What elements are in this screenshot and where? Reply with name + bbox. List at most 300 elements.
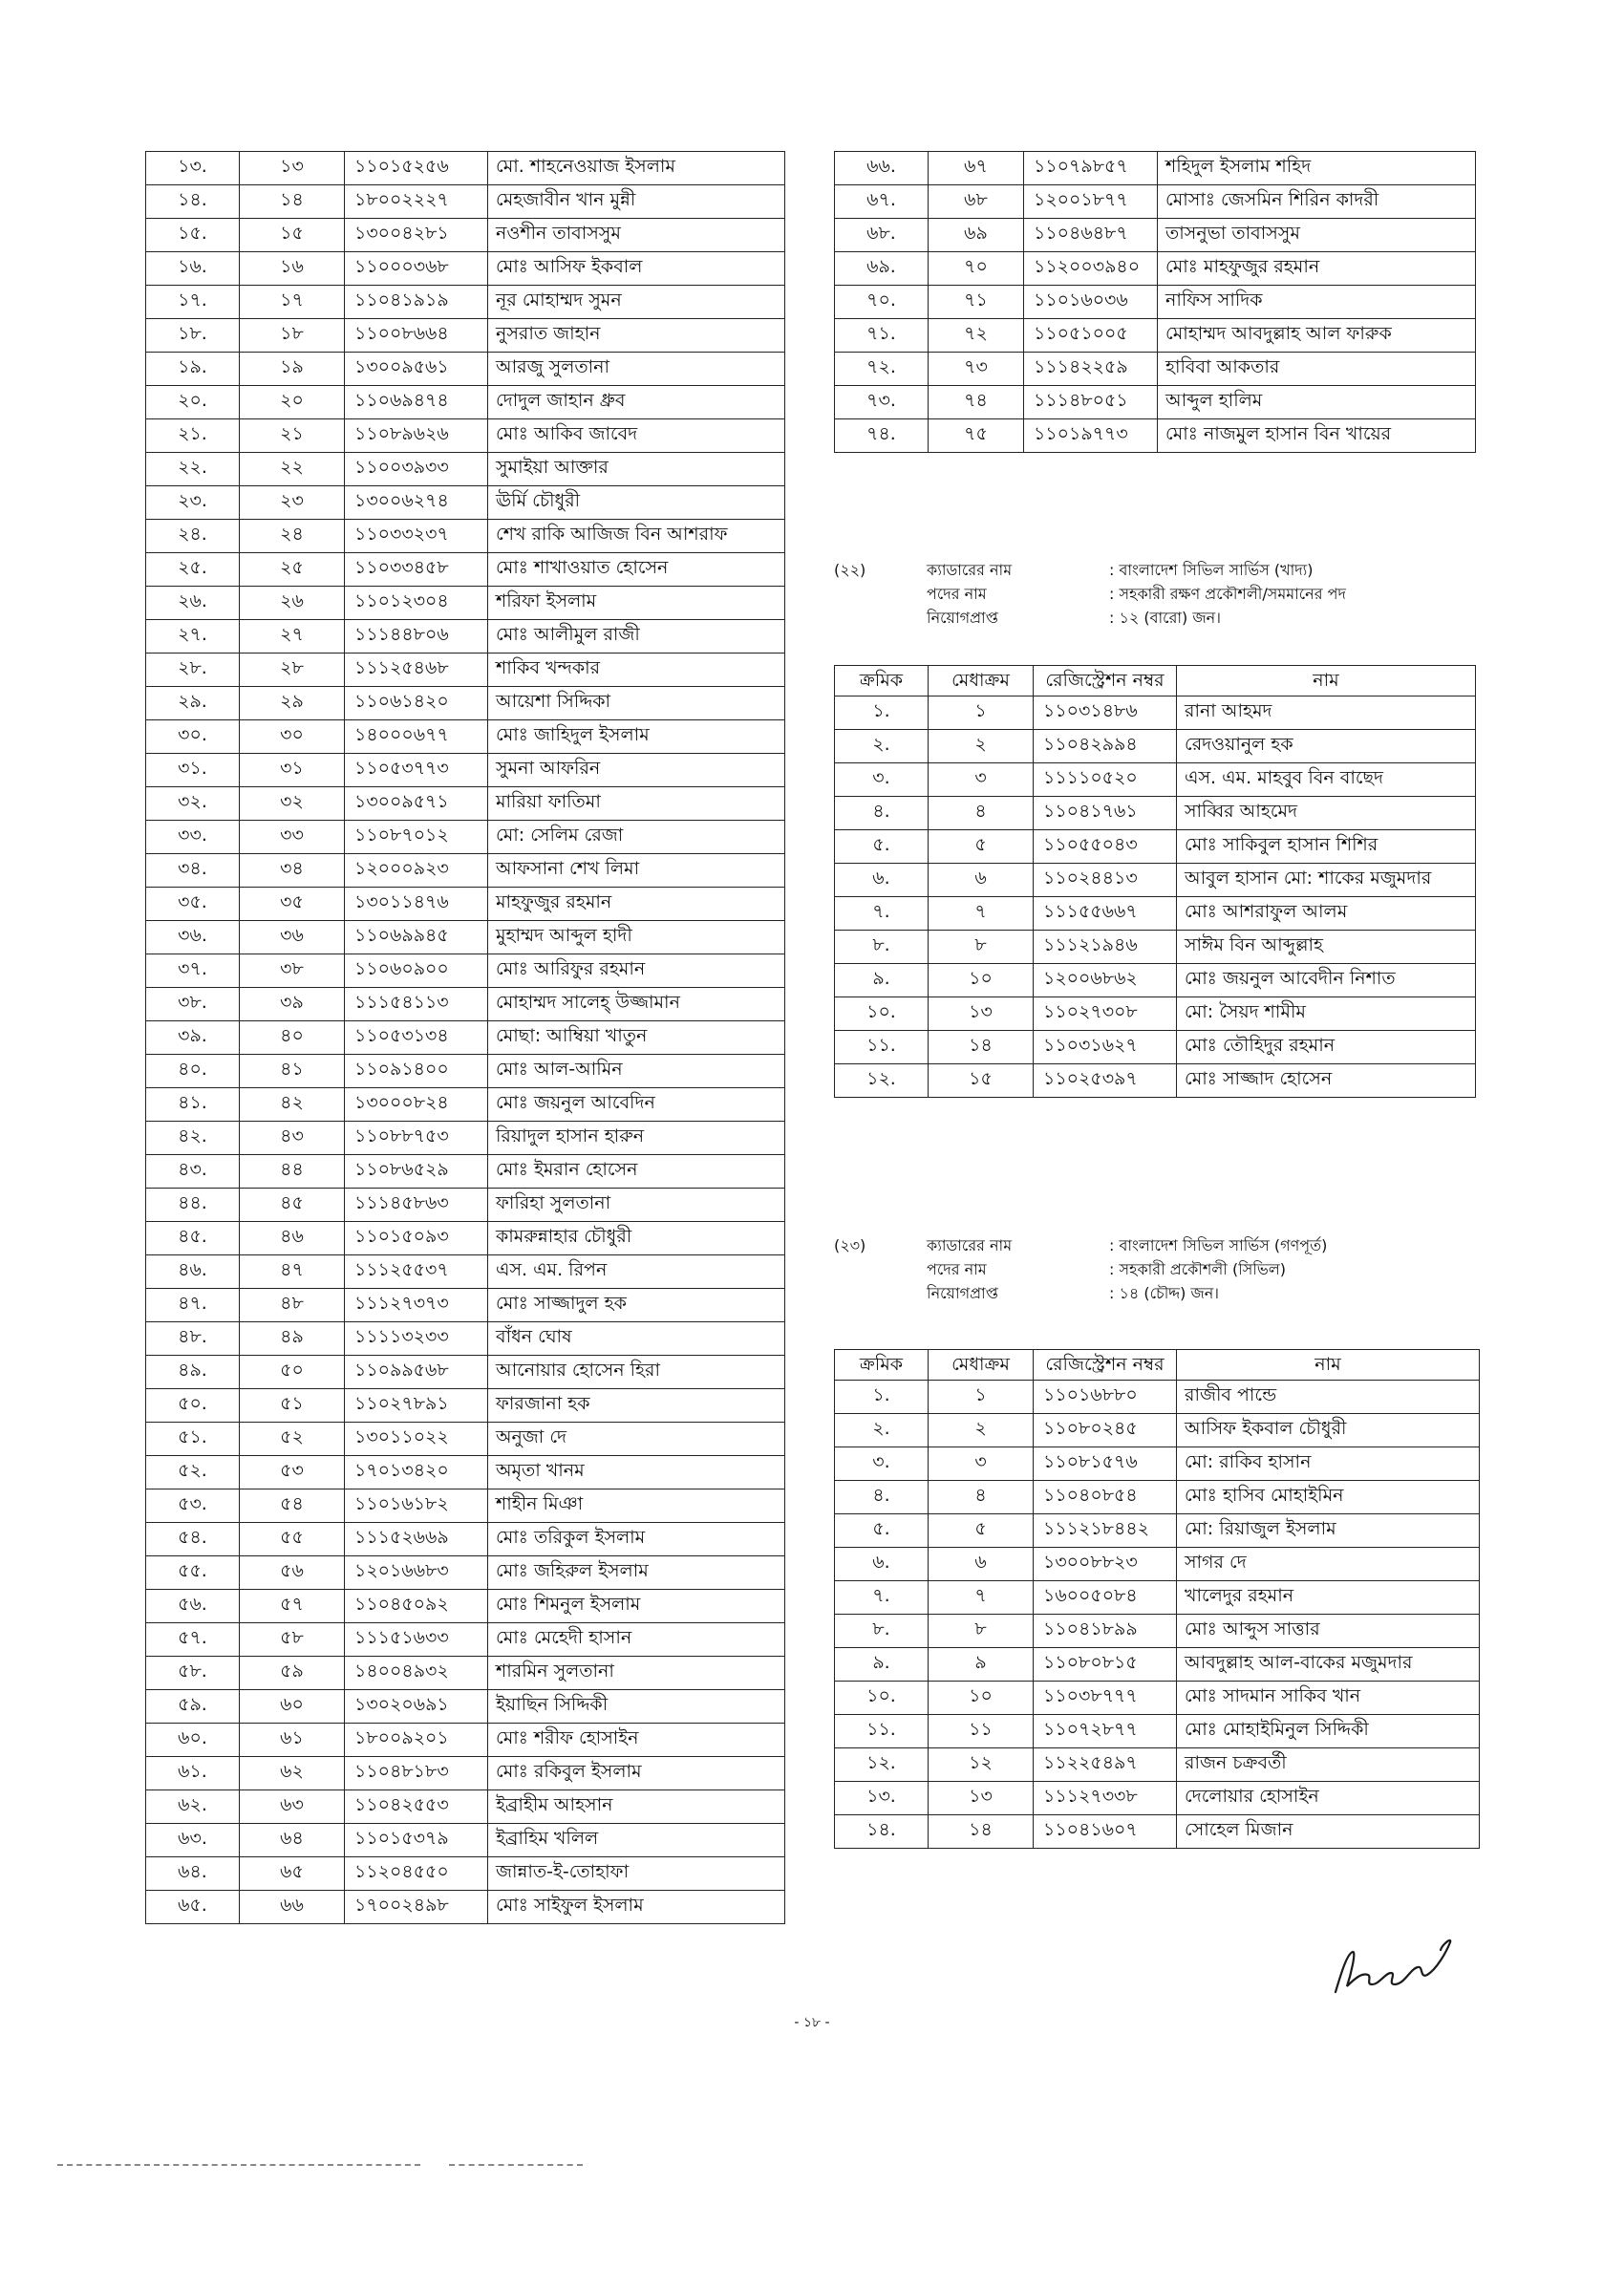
cell-serial: ২৭. [146,620,240,654]
cell-reg: ১১০১৯৭৭৩ [1024,419,1158,453]
cell-merit: ৫৭ [240,1590,345,1623]
table-row [835,930,1476,963]
cell-reg: ১১০৬৯৯৪৫ [345,921,488,954]
cell-serial: ১৭. [146,286,240,319]
cell-name: সাঈম বিন আব্দুল্লাহ [1177,930,1476,963]
cell-serial: ৮. [835,1614,929,1647]
cell-name: দেলোয়ার হোসাইন [1177,1781,1480,1814]
cell-merit: ১২ [929,1747,1034,1781]
signature-icon [1328,1916,1462,2002]
header-serial: ক্রমিক [835,666,929,696]
cell-reg: ১১০৪০৮৫৪ [1034,1480,1177,1513]
cell-name: মোছা: আম্বিয়া খাতুন [488,1021,785,1055]
cell-name: রাজন চক্রবর্তী [1177,1747,1480,1781]
cell-serial: ৩. [835,762,929,796]
cell-name: তাসনুভা তাবাসসুম [1158,219,1476,252]
table-row [146,286,785,319]
cell-serial: ৩১. [146,754,240,787]
table-row [146,1189,785,1222]
table-row [146,353,785,386]
cell-reg: ১১১৫১৬৩৩ [345,1623,488,1657]
cell-name: জান্নাত-ই-তোহাফা [488,1857,785,1891]
table-row [835,1647,1480,1681]
cell-reg: ১১০১৬৮৮০ [1034,1380,1177,1413]
cell-merit: ১৫ [929,1063,1034,1097]
table-row [146,1590,785,1623]
cell-serial: ১০. [835,996,929,1030]
cell-serial: ১৪. [146,185,240,219]
table-row [146,553,785,587]
cell-serial: ৫৫. [146,1556,240,1590]
cell-serial: ৭৪. [835,419,929,453]
header-merit: মেধাক্রম [929,666,1034,696]
header-name: নাম [1177,1350,1480,1381]
cell-serial: ৪১. [146,1088,240,1122]
cell-name: সাব্বির আহমেদ [1177,796,1476,829]
cell-reg: ১৩০১১০২২ [345,1423,488,1456]
cell-name: সাগর দে [1177,1547,1480,1580]
header-merit: মেধাক্রম [929,1350,1034,1381]
table-row [146,1556,785,1590]
cell-reg: ১৩০০৯৫৭১ [345,787,488,821]
cell-serial: ২৮. [146,654,240,687]
cell-serial: ১. [835,1380,929,1413]
table-row [146,419,785,453]
cell-merit: ২ [929,1413,1034,1447]
cell-merit: ৩ [929,762,1034,796]
cell-merit: ৪৫ [240,1189,345,1222]
table-row [146,1356,785,1389]
cell-serial: ৬২. [146,1790,240,1824]
cell-name: দোদুল জাহান ধ্রুব [488,386,785,419]
cell-serial: ২৯. [146,687,240,720]
cell-reg: ১১০৪২৫৫৩ [345,1790,488,1824]
cell-name: মোঃ মোহাইমিনুল সিদ্দিকী [1177,1714,1480,1747]
table-row [835,796,1476,829]
cell-reg: ১১০৮৭০১২ [345,821,488,854]
cell-serial: ১. [835,696,929,729]
table-row [146,386,785,419]
cell-serial: ৫১. [146,1423,240,1456]
table-row [835,696,1476,729]
cell-name: খালেদুর রহমান [1177,1580,1480,1614]
cell-merit: ৩৩ [240,821,345,854]
cell-reg: ১১০৩৮৭৭৭ [1034,1681,1177,1714]
cell-name: মোঃ শরীফ হোসাইন [488,1724,785,1757]
cell-name: মোঃ শিমনুল ইসলাম [488,1590,785,1623]
cell-serial: ৫০. [146,1389,240,1423]
cell-name: আনোয়ার হোসেন হিরা [488,1356,785,1389]
cell-reg: ১১০৪১৯১৯ [345,286,488,319]
cell-name: আব্দুল হালিম [1158,386,1476,419]
cell-reg: ১১১৫২৬৬৯ [345,1523,488,1556]
cell-name: মোঃ আলীমুল রাজী [488,620,785,654]
cell-merit: ৪৩ [240,1122,345,1155]
table-row [146,687,785,720]
cell-reg: ১১০৭২৮৭৭ [1034,1714,1177,1747]
cell-serial: ৫. [835,1513,929,1547]
cell-serial: ৫. [835,829,929,863]
cell-name: শাহীন মিঞা [488,1489,785,1523]
post-value: : সহকারী প্রকৌশলী (সিভিল) [1109,1260,1286,1278]
cell-reg: ১১০১৬১৮২ [345,1489,488,1523]
cell-serial: ৪৬. [146,1255,240,1289]
cell-name: মোঃ তৌহিদুর রহমান [1177,1030,1476,1063]
cell-merit: ৩৬ [240,921,345,954]
cell-name: ইব্রাহীম আহসান [488,1790,785,1824]
cell-reg: ১১১২৫৪৬৮ [345,654,488,687]
table-row [146,1055,785,1088]
cell-serial: ৯. [835,963,929,996]
table-row [835,762,1476,796]
cell-reg: ১৬০০৫০৮৪ [1034,1580,1177,1614]
cell-serial: ৪৮. [146,1322,240,1356]
cell-merit: ৫৬ [240,1556,345,1590]
cell-name: মোঃ জাহিদুল ইসলাম [488,720,785,754]
cell-reg: ১১০১৫২৫৬ [345,152,488,185]
header-reg: রেজিস্ট্রেশন নম্বর [1034,1350,1177,1381]
cell-name: মুহাম্মদ আব্দুল হাদী [488,921,785,954]
cell-name: মোঃ নাজমুল হাসান বিন খায়ের [1158,419,1476,453]
table-row [835,1063,1476,1097]
table-row [146,1489,785,1523]
table-row [146,921,785,954]
table-row [146,1523,785,1556]
cell-reg: ১১০৪৮১৮৩ [345,1757,488,1790]
cell-merit: ৮ [929,930,1034,963]
cell-reg: ১১১২১৮৪৪২ [1034,1513,1177,1547]
cell-merit: ৩৮ [240,954,345,988]
cell-merit: ৭ [929,896,1034,930]
table-row [835,353,1476,386]
table-row [146,1891,785,1924]
cell-reg: ১১০৪৬৪৮৭ [1024,219,1158,252]
cell-reg: ১৩০০৮৮২৩ [1034,1547,1177,1580]
table-row [146,954,785,988]
table-row [146,1255,785,1289]
table-row [146,1289,785,1322]
table-row [146,252,785,286]
cell-name: মো: সেলিম রেজা [488,821,785,854]
cell-merit: ২২ [240,453,345,486]
cell-name: নুসরাত জাহান [488,319,785,353]
cell-name: অনুজা দে [488,1423,785,1456]
table-row [835,185,1476,219]
cell-serial: ৩৭. [146,954,240,988]
cell-merit: ১৯ [240,353,345,386]
cell-merit: ৬৯ [929,219,1024,252]
table-row [146,1456,785,1489]
cell-serial: ৬৩. [146,1824,240,1857]
table-row [835,1480,1480,1513]
cell-name: ইয়াছিন সিদ্দিকী [488,1690,785,1724]
cell-name: মোঃ শাখাওয়াত হোসেন [488,553,785,587]
cell-name: ইব্রাহিম খলিল [488,1824,785,1857]
cell-serial: ৩৩. [146,821,240,854]
cell-reg: ১১০৪১৬০৭ [1034,1814,1177,1848]
cell-merit: ৩ [929,1447,1034,1480]
cell-name: মোঃ আসিফ ইকবাল [488,252,785,286]
cadre-value: : বাংলাদেশ সিভিল সার্ভিস (গণপূর্ত) [1109,1236,1328,1254]
cell-merit: ৬২ [240,1757,345,1790]
table-row [146,787,785,821]
cell-serial: ৬৫. [146,1891,240,1924]
cell-serial: ৫৭. [146,1623,240,1657]
cell-reg: ১১০৬০৯০০ [345,954,488,988]
cell-merit: ৪ [929,796,1034,829]
cell-name: আয়েশা সিদ্দিকা [488,687,785,720]
left-merit-table [145,151,785,1924]
cell-serial: ৫৯. [146,1690,240,1724]
cell-name: মোঃ জয়নুল আবেদীন নিশাত [1177,963,1476,996]
cell-serial: ১৮. [146,319,240,353]
cell-reg: ১১২২৫৪৯৭ [1034,1747,1177,1781]
cell-reg: ১১১১০৫২০ [1034,762,1177,796]
cell-merit: ৫৩ [240,1456,345,1489]
cell-serial: ৬. [835,1547,929,1580]
cell-merit: ১৩ [929,996,1034,1030]
cadre-label: ক্যাডারের নাম [927,561,1013,579]
table-row [835,1030,1476,1063]
cell-name: রানা আহমদ [1177,696,1476,729]
cell-name: মোহাম্মদ আবদুল্লাহ আল ফারুক [1158,319,1476,353]
cell-serial: ৪২. [146,1122,240,1155]
table-row [835,1547,1480,1580]
cell-reg: ১২০০৬৮৬২ [1034,963,1177,996]
cell-merit: ৪৬ [240,1222,345,1255]
cell-merit: ৪৯ [240,1322,345,1356]
cell-name: ঊর্মি চৌধুরী [488,486,785,520]
cell-merit: ১ [929,696,1034,729]
cell-name: রেদওয়ানুল হক [1177,729,1476,762]
cell-reg: ১৩০০৯৫৬১ [345,353,488,386]
cell-reg: ১১০৫৩৭৭৩ [345,754,488,787]
cell-reg: ১১০৯৯৫৬৮ [345,1356,488,1389]
cell-reg: ১১০১৫০৯৩ [345,1222,488,1255]
cell-reg: ১৩০০০৮২৪ [345,1088,488,1122]
cell-serial: ২২. [146,453,240,486]
cell-merit: ৪০ [240,1021,345,1055]
table-row [146,1122,785,1155]
cell-reg: ১১০৫৫০৪৩ [1034,829,1177,863]
cell-name: সুমনা আফরিন [488,754,785,787]
cell-name: কামরুন্নাহার চৌধুরী [488,1222,785,1255]
cell-name: ফারজানা হক [488,1389,785,1423]
table-row [835,1580,1480,1614]
table-row [146,1690,785,1724]
table-row [146,520,785,553]
appointed-label: নিয়োগপ্রাপ্ত [927,1284,998,1302]
cell-serial: ৯. [835,1647,929,1681]
cell-reg: ১১১৪২২৫৯ [1024,353,1158,386]
table-row [146,219,785,252]
table-row [146,185,785,219]
cell-serial: ২. [835,1413,929,1447]
cell-merit: ৭৩ [929,353,1024,386]
table-row [146,1021,785,1055]
cell-reg: ১১০৮১৫৭৬ [1034,1447,1177,1480]
cell-name: মোঃ সাজ্জাদুল হক [488,1289,785,1322]
cell-name: মোহাম্মদ সালেহ্ উজ্জামান [488,988,785,1021]
cell-reg: ১১০৭৯৮৫৭ [1024,152,1158,185]
table-row [146,620,785,654]
cell-name: মোঃ আকিব জাবেদ [488,419,785,453]
cell-merit: ১১ [929,1714,1034,1747]
cell-serial: ৭৩. [835,386,929,419]
footer-scan-artifact [57,2164,420,2166]
cell-merit: ১৩ [929,1781,1034,1814]
table-row [835,963,1476,996]
cell-merit: ১ [929,1380,1034,1413]
cell-merit: ৩৫ [240,888,345,921]
cell-merit: ৬০ [240,1690,345,1724]
cell-merit: ৭২ [929,319,1024,353]
table-row [835,319,1476,353]
cell-merit: ১৪ [929,1030,1034,1063]
header-serial: ক্রমিক [835,1350,929,1381]
table-row [835,1380,1480,1413]
header-reg: রেজিস্ট্রেশন নম্বর [1034,666,1177,696]
cell-serial: ৫৪. [146,1523,240,1556]
cell-serial: ৬৮. [835,219,929,252]
cell-serial: ৬৯. [835,252,929,286]
header-name: নাম [1177,666,1476,696]
table-row [146,854,785,888]
cell-merit: ৫৪ [240,1489,345,1523]
cell-merit: ৬৮ [929,185,1024,219]
table-row [835,286,1476,319]
cell-serial: ১৫. [146,219,240,252]
cell-merit: ৬৭ [929,152,1024,185]
cell-merit: ৫২ [240,1423,345,1456]
cell-reg: ১২০০১৮৭৭ [1024,185,1158,219]
cell-name: মাহফুজুর রহমান [488,888,785,921]
cell-name: নওশীন তাবাসসুম [488,219,785,252]
cell-name: নাফিস সাদিক [1158,286,1476,319]
table-row [835,729,1476,762]
cell-merit: ১৪ [929,1814,1034,1848]
cell-name: আসিফ ইকবাল চৌধুরী [1177,1413,1480,1447]
table-row [835,996,1476,1030]
table-row [835,419,1476,453]
cell-name: বাঁধন ঘোষ [488,1322,785,1356]
cell-serial: ১৯. [146,353,240,386]
cell-reg: ১১০২৭৮৯১ [345,1389,488,1423]
table-row [146,1857,785,1891]
cell-reg: ১১০৪৫০৯২ [345,1590,488,1623]
section-23-number: (২৩) [834,1236,866,1254]
cell-reg: ১১০০৩৯৩৩ [345,453,488,486]
cell-serial: ৬১. [146,1757,240,1790]
cell-merit: ৩০ [240,720,345,754]
cell-serial: ২১. [146,419,240,453]
cell-serial: ২৬. [146,587,240,620]
cell-name: মেহজাবীন খান মুন্নী [488,185,785,219]
cell-merit: ৬১ [240,1724,345,1757]
appointed-value: : ১২ (বারো) জন। [1109,609,1221,627]
post-value: : সহকারী রক্ষণ প্রকৌশলী/সমমানের পদ [1109,585,1346,603]
cell-name: মোঃ হাসিব মোহাইমিন [1177,1480,1480,1513]
cell-name: মো. শাহনেওয়াজ ইসলাম [488,152,785,185]
cell-name: মোঃ সাকিবুল হাসান শিশির [1177,829,1476,863]
cell-reg: ১১১৪৮০৫১ [1024,386,1158,419]
cell-reg: ১১০৪২৯৯৪ [1034,729,1177,762]
cell-merit: ৭৪ [929,386,1024,419]
cell-merit: ৬ [929,863,1034,896]
cell-reg: ১১২০৪৫৫০ [345,1857,488,1891]
cell-reg: ১১০১৫৩৭৯ [345,1824,488,1857]
cell-serial: ৫৩. [146,1489,240,1523]
cell-reg: ১৮০০২২২৭ [345,185,488,219]
cell-serial: ৩৬. [146,921,240,954]
cell-merit: ৫৮ [240,1623,345,1657]
cell-merit: ৫ [929,1513,1034,1547]
table-row [146,1790,785,1824]
cell-merit: ৫৫ [240,1523,345,1556]
cell-serial: ৬৪. [146,1857,240,1891]
cell-name: শরিফা ইসলাম [488,587,785,620]
section-22-number: (২২) [834,561,866,579]
table-row [835,1413,1480,1447]
post-label: পদের নাম [927,1260,987,1278]
table-row [146,1423,785,1456]
cell-merit: ৭৫ [929,419,1024,453]
cell-serial: ১৩. [146,152,240,185]
cell-reg: ১৩০০৬২৭৪ [345,486,488,520]
table-row [835,152,1476,185]
table-row [146,654,785,687]
cell-serial: ১৩. [835,1781,929,1814]
cell-reg: ১৩০১১৪৭৬ [345,888,488,921]
table-row [835,829,1476,863]
cell-name: আরজু সুলতানা [488,353,785,386]
cell-merit: ২১ [240,419,345,453]
cell-serial: ৫২. [146,1456,240,1489]
cell-serial: ২৫. [146,553,240,587]
cell-reg: ১৭০০২৪৯৮ [345,1891,488,1924]
cell-reg: ১৩০২০৬৯১ [345,1690,488,1724]
cell-reg: ১১০৩৩২৩৭ [345,520,488,553]
post-label: পদের নাম [927,585,987,603]
cell-reg: ১১১৪৫৮৬৩ [345,1189,488,1222]
cell-reg: ১৩০০৪২৮১ [345,219,488,252]
table-row [835,386,1476,419]
table-row [146,1322,785,1356]
appointed-label: নিয়োগপ্রাপ্ত [927,609,998,627]
cell-name: মোঃ রকিবুল ইসলাম [488,1757,785,1790]
cell-reg: ১৮০০৯২০১ [345,1724,488,1757]
cell-name: মোঃ সাইফুল ইসলাম [488,1891,785,1924]
table-row [146,720,785,754]
table-row [146,486,785,520]
cell-reg: ১১০৩১৪৮৬ [1034,696,1177,729]
table-row [835,252,1476,286]
cell-serial: ৪৫. [146,1222,240,1255]
cell-reg: ১১০৫৩১৩৪ [345,1021,488,1055]
cell-merit: ৯ [929,1647,1034,1681]
cell-reg: ১১০৯১৪০০ [345,1055,488,1088]
cell-reg: ১১০৬৯৪৭৪ [345,386,488,419]
cadre-label: ক্যাডারের নাম [927,1236,1013,1254]
cell-name: রাজীব পান্ডে [1177,1380,1480,1413]
cell-reg: ১১০৩১৬২৭ [1034,1030,1177,1063]
table-row [146,1824,785,1857]
cell-reg: ১১০৮৯৬২৬ [345,419,488,453]
cell-serial: ৬. [835,863,929,896]
section-23-merit-table [834,1349,1480,1849]
cell-reg: ১১১২৭৩৭৩ [345,1289,488,1322]
cell-merit: ৬৪ [240,1824,345,1857]
